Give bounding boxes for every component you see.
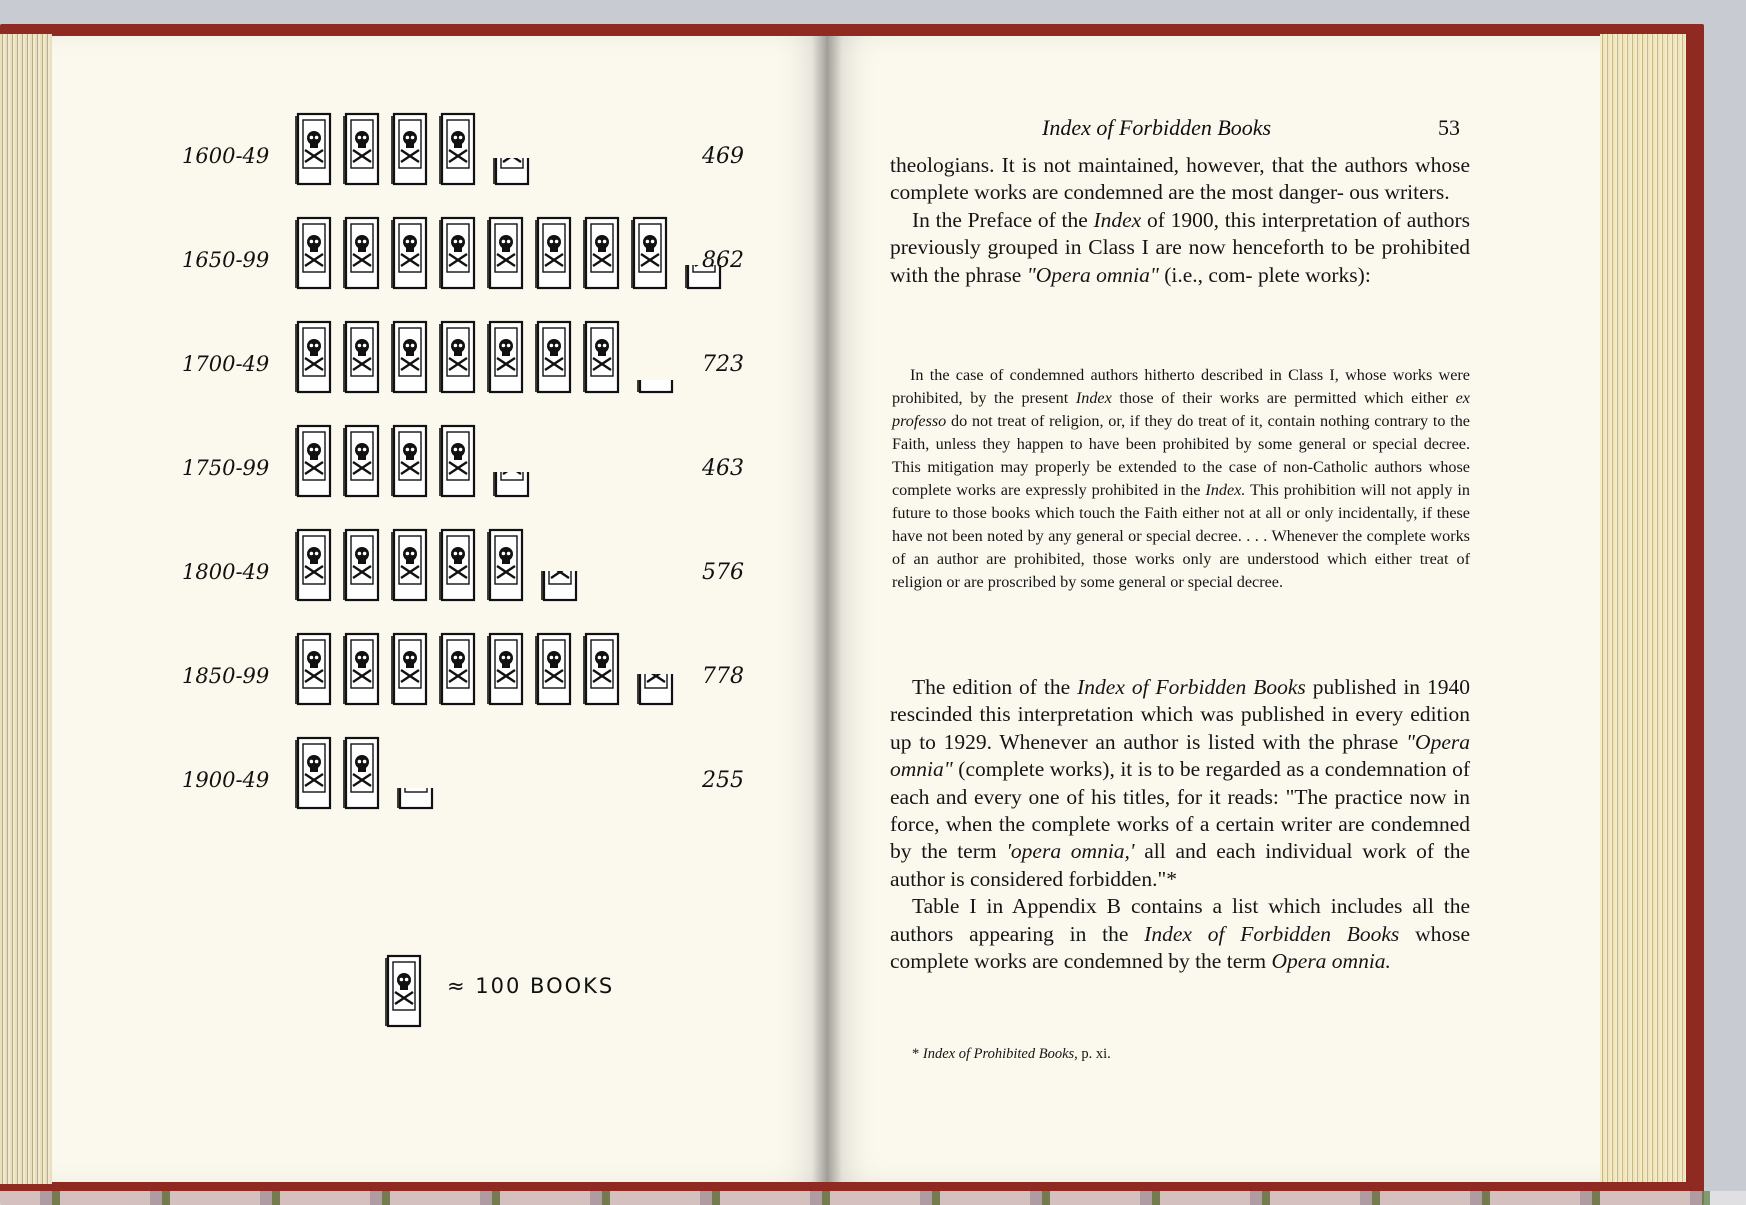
p4-em-title: Index of Forbidden Books: [1144, 921, 1400, 946]
skull-book-icon: [486, 216, 524, 290]
quote-text-d: This prohibition will not apply in future to those books which touch the Faith either not at all or only incidentally, if these have not been noted by any general or special decree. . . . Whenever the complete works of an author are prohibited, those works only are understood which either treat of religion or are proscribed by some general or special decree.: [892, 481, 1470, 591]
skull-book-icon: [342, 528, 380, 602]
book-count: 778: [702, 664, 744, 689]
quote-em-index: Index: [1075, 389, 1112, 407]
partial-book-icon: [636, 380, 674, 394]
p2-em-opera: "Opera omnia": [1026, 262, 1159, 287]
skull-book-icon: [534, 632, 572, 706]
book-count: 255: [702, 768, 744, 793]
skull-book-icon: [294, 736, 332, 810]
skull-book-icon: [294, 632, 332, 706]
partial-book-icon: [492, 158, 530, 186]
skull-book-icon: [486, 632, 524, 706]
skull-book-icon: [438, 632, 476, 706]
page-edges-left: [0, 34, 52, 1184]
paragraph-1: [890, 152, 1470, 289]
partial-book-icon: [540, 571, 578, 602]
block-quote: [892, 364, 1470, 594]
skull-book-icon: [582, 320, 620, 394]
skull-book-icon: [390, 320, 428, 394]
paragraph-3-block: [890, 674, 1470, 975]
period-label: 1850-99: [182, 664, 270, 688]
page-number: 53: [1438, 115, 1460, 140]
p3-em-title: Index of Forbidden Books: [1077, 675, 1306, 699]
skull-book-icon: [534, 216, 572, 290]
quote-text-b: those of their works are permitted which either: [1111, 389, 1456, 407]
skull-book-icon: [294, 320, 332, 394]
background-strip: [0, 1191, 1746, 1205]
p3-text-b: published in 1940 rescinded this interpretation which was published in every edition up to 1929. Whenever an author is listed with the phrase: [890, 675, 1470, 754]
skull-book-icon: [390, 216, 428, 290]
p4-em-opera: Opera omnia.: [1271, 949, 1391, 974]
skull-book-icon: [438, 320, 476, 394]
skull-book-icon: [390, 632, 428, 706]
skull-book-icon: [390, 112, 428, 186]
p3-em-opera: "Opera omnia": [890, 729, 1470, 782]
chart-row-1650-99: [52, 206, 826, 296]
p2-em-index: Index: [1093, 207, 1142, 232]
skull-book-icon: [342, 216, 380, 290]
quote-em-ex-professo: ex professo: [892, 389, 1470, 430]
skull-book-icon: [534, 320, 572, 394]
p2-text-b: of 1900, this interpretation of authors previously grouped in Class I are now henceforth to be prohibited with the phrase: [890, 207, 1470, 287]
footnote-marker: *: [912, 1046, 923, 1062]
legend-skull-book-icon: [384, 954, 422, 1028]
left-page: [52, 36, 826, 1182]
p2-text-c: (i.e., com- plete works):: [1158, 262, 1371, 287]
p2-text-a: In the Preface of the: [912, 207, 1094, 232]
skull-book-icon: [294, 424, 332, 498]
book-count: 576: [702, 560, 744, 585]
skull-book-icon: [630, 216, 668, 290]
book-count: 862: [702, 248, 744, 273]
period-label: 1900-49: [182, 768, 270, 792]
p4-text-b: whose complete works are condemned by the term: [890, 921, 1471, 974]
period-label: 1750-99: [182, 456, 270, 480]
book-gutter: [812, 36, 842, 1182]
skull-book-icon: [342, 736, 380, 810]
book-count: 723: [702, 352, 744, 377]
skull-book-icon: [438, 424, 476, 498]
skull-book-icon: [582, 216, 620, 290]
partial-book-icon: [636, 674, 674, 706]
partial-book-icon: [396, 788, 434, 810]
page-edges-right: [1600, 34, 1686, 1182]
skull-book-icon: [342, 112, 380, 186]
p4-text-a: Table I in Appendix B contains a list which includes all the authors appearing in the: [890, 894, 1470, 946]
skull-book-icon: [294, 216, 332, 290]
period-label: 1650-99: [182, 248, 270, 272]
chart-row-1850-99: [52, 622, 826, 712]
quote-text-a: In the case of condemned authors hitherto described in Class I, whose works were prohibited, by the present: [892, 366, 1470, 407]
skull-book-icon: [294, 112, 332, 186]
chart-row-1900-49: [52, 726, 826, 816]
skull-book-icon: [438, 216, 476, 290]
p3-em-opera-2: 'opera omnia,': [1006, 839, 1135, 864]
skull-book-icon: [486, 320, 524, 394]
skull-book-icon: [342, 320, 380, 394]
book-count: 463: [702, 456, 744, 481]
p3-text-d: all and each individual work of the author is considered forbidden."*: [890, 839, 1471, 891]
period-label: 1700-49: [182, 352, 270, 376]
skull-book-icon: [294, 528, 332, 602]
footnote: [912, 1046, 1111, 1063]
running-head: Index of Forbidden Books: [1042, 115, 1272, 140]
skull-book-icon: [438, 112, 476, 186]
skull-book-icon: [342, 632, 380, 706]
quote-em-index-2: Index.: [1205, 481, 1246, 499]
paragraph-4: [890, 893, 1470, 975]
footnote-title: Index of Prohibited Books,: [922, 1046, 1078, 1062]
partial-book-icon: [492, 472, 530, 498]
period-label: 1800-49: [182, 560, 270, 584]
skull-book-icon: [390, 528, 428, 602]
skull-book-icon: [342, 424, 380, 498]
footnote-page-ref: p. xi.: [1077, 1046, 1111, 1062]
legend-label: ≈ 100 BOOKS: [447, 974, 615, 998]
right-page: [826, 36, 1600, 1182]
p3-text-a: The edition of the: [912, 675, 1078, 699]
p3-text-c: (complete works), it is to be regarded as a condemnation of each and every one of his titles, for it reads: "The practice now in force, when the complete works of a certain writer are condemned by the term: [890, 757, 1470, 864]
chart-row-1700-49: [52, 310, 826, 400]
book-count: 469: [702, 144, 744, 169]
skull-book-icon: [390, 424, 428, 498]
quote-text-c: do not treat of religion, or, if they do treat of it, contain nothing contrary to the Faith, unless they happen to have been prohibited by some general or special decree. This mitigation may properly be extended to the case of non-Catholic authors whose complete works are expressly prohibited in the: [892, 412, 1470, 499]
paragraph-3: [890, 674, 1470, 893]
period-label: 1600-49: [182, 144, 270, 168]
chart-row-1800-49: [52, 518, 826, 608]
skull-book-icon: [486, 528, 524, 602]
chart-row-1750-99: [52, 414, 826, 504]
paragraph-1-text: theologians. It is not maintained, however, that the authors whose complete works are condemned are the most danger- ous writers.: [890, 153, 1470, 205]
chart-row-1600-49: [52, 102, 826, 192]
skull-book-icon: [438, 528, 476, 602]
skull-book-icon: [582, 632, 620, 706]
paragraph-2: [890, 207, 1470, 289]
